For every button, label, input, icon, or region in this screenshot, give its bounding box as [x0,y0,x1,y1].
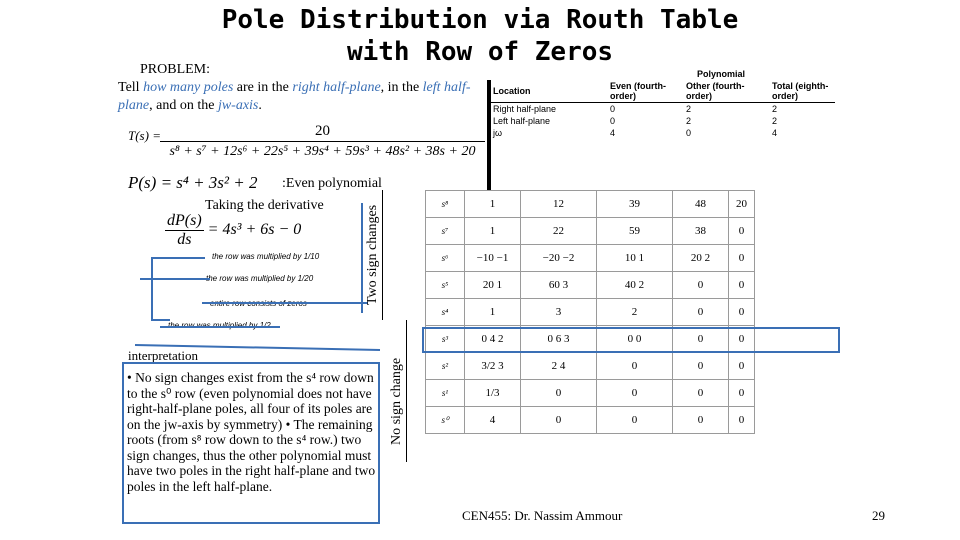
routh-cell: 1 [465,299,521,326]
title-line-2: with Row of Zeros [346,37,614,67]
slide-title [200,4,760,68]
routh-cell: 0 [729,272,755,299]
routh-cell: 0 [673,407,729,434]
problem-label: PROBLEM: [140,62,211,77]
routh-cell: 59 [597,218,673,245]
routh-row-label: s¹ [426,380,465,407]
routh-row-label: s⁶ [426,245,465,272]
routh-row-label: s³ [426,326,465,353]
interpretation-box: • No sign changes exist from the s⁴ row down to the s⁰ row (even polynomial does not have right-half-plane poles, all four of its poles are on the jw-axis by symmetry) • The remaining roots (from s⁸ row down to the s⁴ row.) two sign changes, thus the other polynomial must have two poles in the right half-plane and two poles in the left half-plane. [122,362,380,524]
routh-cell: −10 −1 [465,245,521,272]
cell: 0 [686,128,692,138]
routh-cell: 0 [521,380,597,407]
col-even: Even (fourth-order) [610,81,666,101]
routh-row-label: s⁵ [426,272,465,299]
tf-lhs: T(s) = [128,128,161,143]
routh-cell: 2 [597,299,673,326]
cell: 4 [610,128,616,138]
routh-cell: 1 [465,191,521,218]
cell: 4 [772,128,778,138]
note-row-s6: the row was multiplied by 1/10 [212,252,320,261]
routh-cell: 12 [521,191,597,218]
routh-row [426,407,755,434]
row-label: jω [493,128,503,138]
routh-row [426,272,755,299]
footer-author: CEN455: Dr. Nassim Ammour [462,508,623,523]
routh-cell: 2 4 [521,353,597,380]
routh-row [426,380,755,407]
routh-cell: 48 [673,191,729,218]
table-row [490,103,835,116]
row-label: Left half-plane [493,116,551,126]
routh-cell: 10 1 [597,245,673,272]
no-sign-change-label: No sign change [389,357,404,445]
routh-cell: 40 2 [597,272,673,299]
routh-table [425,190,755,434]
deriv-den: ds [177,231,192,248]
note-row-s3: entire row consists of zeros [210,299,307,308]
tell-text: . [258,98,262,113]
note-row-s2: the row was multiplied by 1/2 [168,321,271,330]
tf-denominator: s⁸ + s⁷ + 12s⁶ + 22s⁵ + 39s⁴ + 59s³ + 48s² + 38s + 20 [169,144,476,159]
routh-cell: 1 [465,218,521,245]
tell-text: are in the [233,80,293,95]
row-label: Right half-plane [493,104,557,114]
routh-cell: 0 [673,380,729,407]
routh-cell: 60 3 [521,272,597,299]
routh-cell: 0 [729,245,755,272]
cell: 0 [610,104,616,114]
tell-highlight: how many poles [143,80,234,95]
deriv-rhs: = 4s³ + 6s − 0 [207,221,302,239]
routh-cell: 0 4 2 [465,326,521,353]
col-total: Total (eighth-order) [772,81,829,101]
routh-cell: 0 [729,218,755,245]
routh-cell: 0 0 [597,326,673,353]
cell: 2 [686,116,692,126]
even-polynomial-label: :Even polynomial [282,176,382,191]
routh-cell: 39 [597,191,673,218]
tell-highlight: right half-plane [292,80,381,95]
routh-row [426,299,755,326]
routh-cell: 0 [673,353,729,380]
routh-cell: 0 [521,407,597,434]
bracket-line [382,190,383,320]
col-location: Location [493,86,531,96]
routh-cell: 3 [521,299,597,326]
tell-highlight: jw-axis [217,98,259,113]
routh-cell: 4 [465,407,521,434]
table-row [490,127,835,139]
tell-text: Tell [118,80,144,95]
routh-row [426,353,755,380]
routh-cell: 0 [729,407,755,434]
routh-row-label: s² [426,353,465,380]
routh-cell: 22 [521,218,597,245]
routh-cell: 20 2 [673,245,729,272]
routh-cell: 0 [597,353,673,380]
routh-cell: 0 [597,407,673,434]
cell: 2 [686,104,692,114]
routh-cell: 0 [729,353,755,380]
routh-cell: 0 6 3 [521,326,597,353]
routh-cell: 0 [597,380,673,407]
cell: 0 [610,116,616,126]
even-polynomial-eq: P(s) = s⁴ + 3s² + 2 [128,173,258,192]
note-row-s5: the row was multiplied by 1/20 [206,274,314,283]
tf-numerator: 20 [160,123,485,142]
col-other: Other (fourth-order) [686,81,745,101]
zero-row-highlight [422,327,840,353]
routh-cell: 0 [729,380,755,407]
routh-cell: 1/3 [465,380,521,407]
routh-row [426,245,755,272]
two-sign-changes-label: Two sign changes [365,204,380,306]
routh-cell: −20 −2 [521,245,597,272]
derivative-label: Taking the derivative [205,198,324,213]
routh-row-label: s⁰ [426,407,465,434]
cell: 2 [772,116,778,126]
bracket-line [406,320,407,462]
transfer-function [160,123,485,160]
routh-cell: 3/2 3 [465,353,521,380]
tell-highlight: left half-plane [118,80,471,113]
routh-row-label: s⁷ [426,218,465,245]
routh-cell: 0 [673,326,729,353]
routh-cell: 38 [673,218,729,245]
routh-row [426,218,755,245]
routh-cell: 0 [729,326,755,353]
routh-cell: 20 [729,191,755,218]
title-line-1: Pole Distribution via Routh Table [221,5,739,35]
poly-header: Polynomial [697,69,746,79]
cell: 2 [772,104,778,114]
interpretation-label: interpretation [128,348,199,363]
routh-cell: 0 [673,272,729,299]
pole-summary-table [490,68,835,173]
routh-cell: 20 1 [465,272,521,299]
routh-cell: 0 [673,299,729,326]
deriv-num: dP(s) [167,212,202,229]
routh-row [426,191,755,218]
table-row [490,115,835,127]
routh-row-label: s⁴ [426,299,465,326]
tell-text: , in the [380,80,423,95]
routh-cell: 0 [729,299,755,326]
page-number: 29 [872,508,885,523]
tell-text: , and on the [149,98,218,113]
problem-statement [118,79,488,115]
routh-row-label: s⁸ [426,191,465,218]
